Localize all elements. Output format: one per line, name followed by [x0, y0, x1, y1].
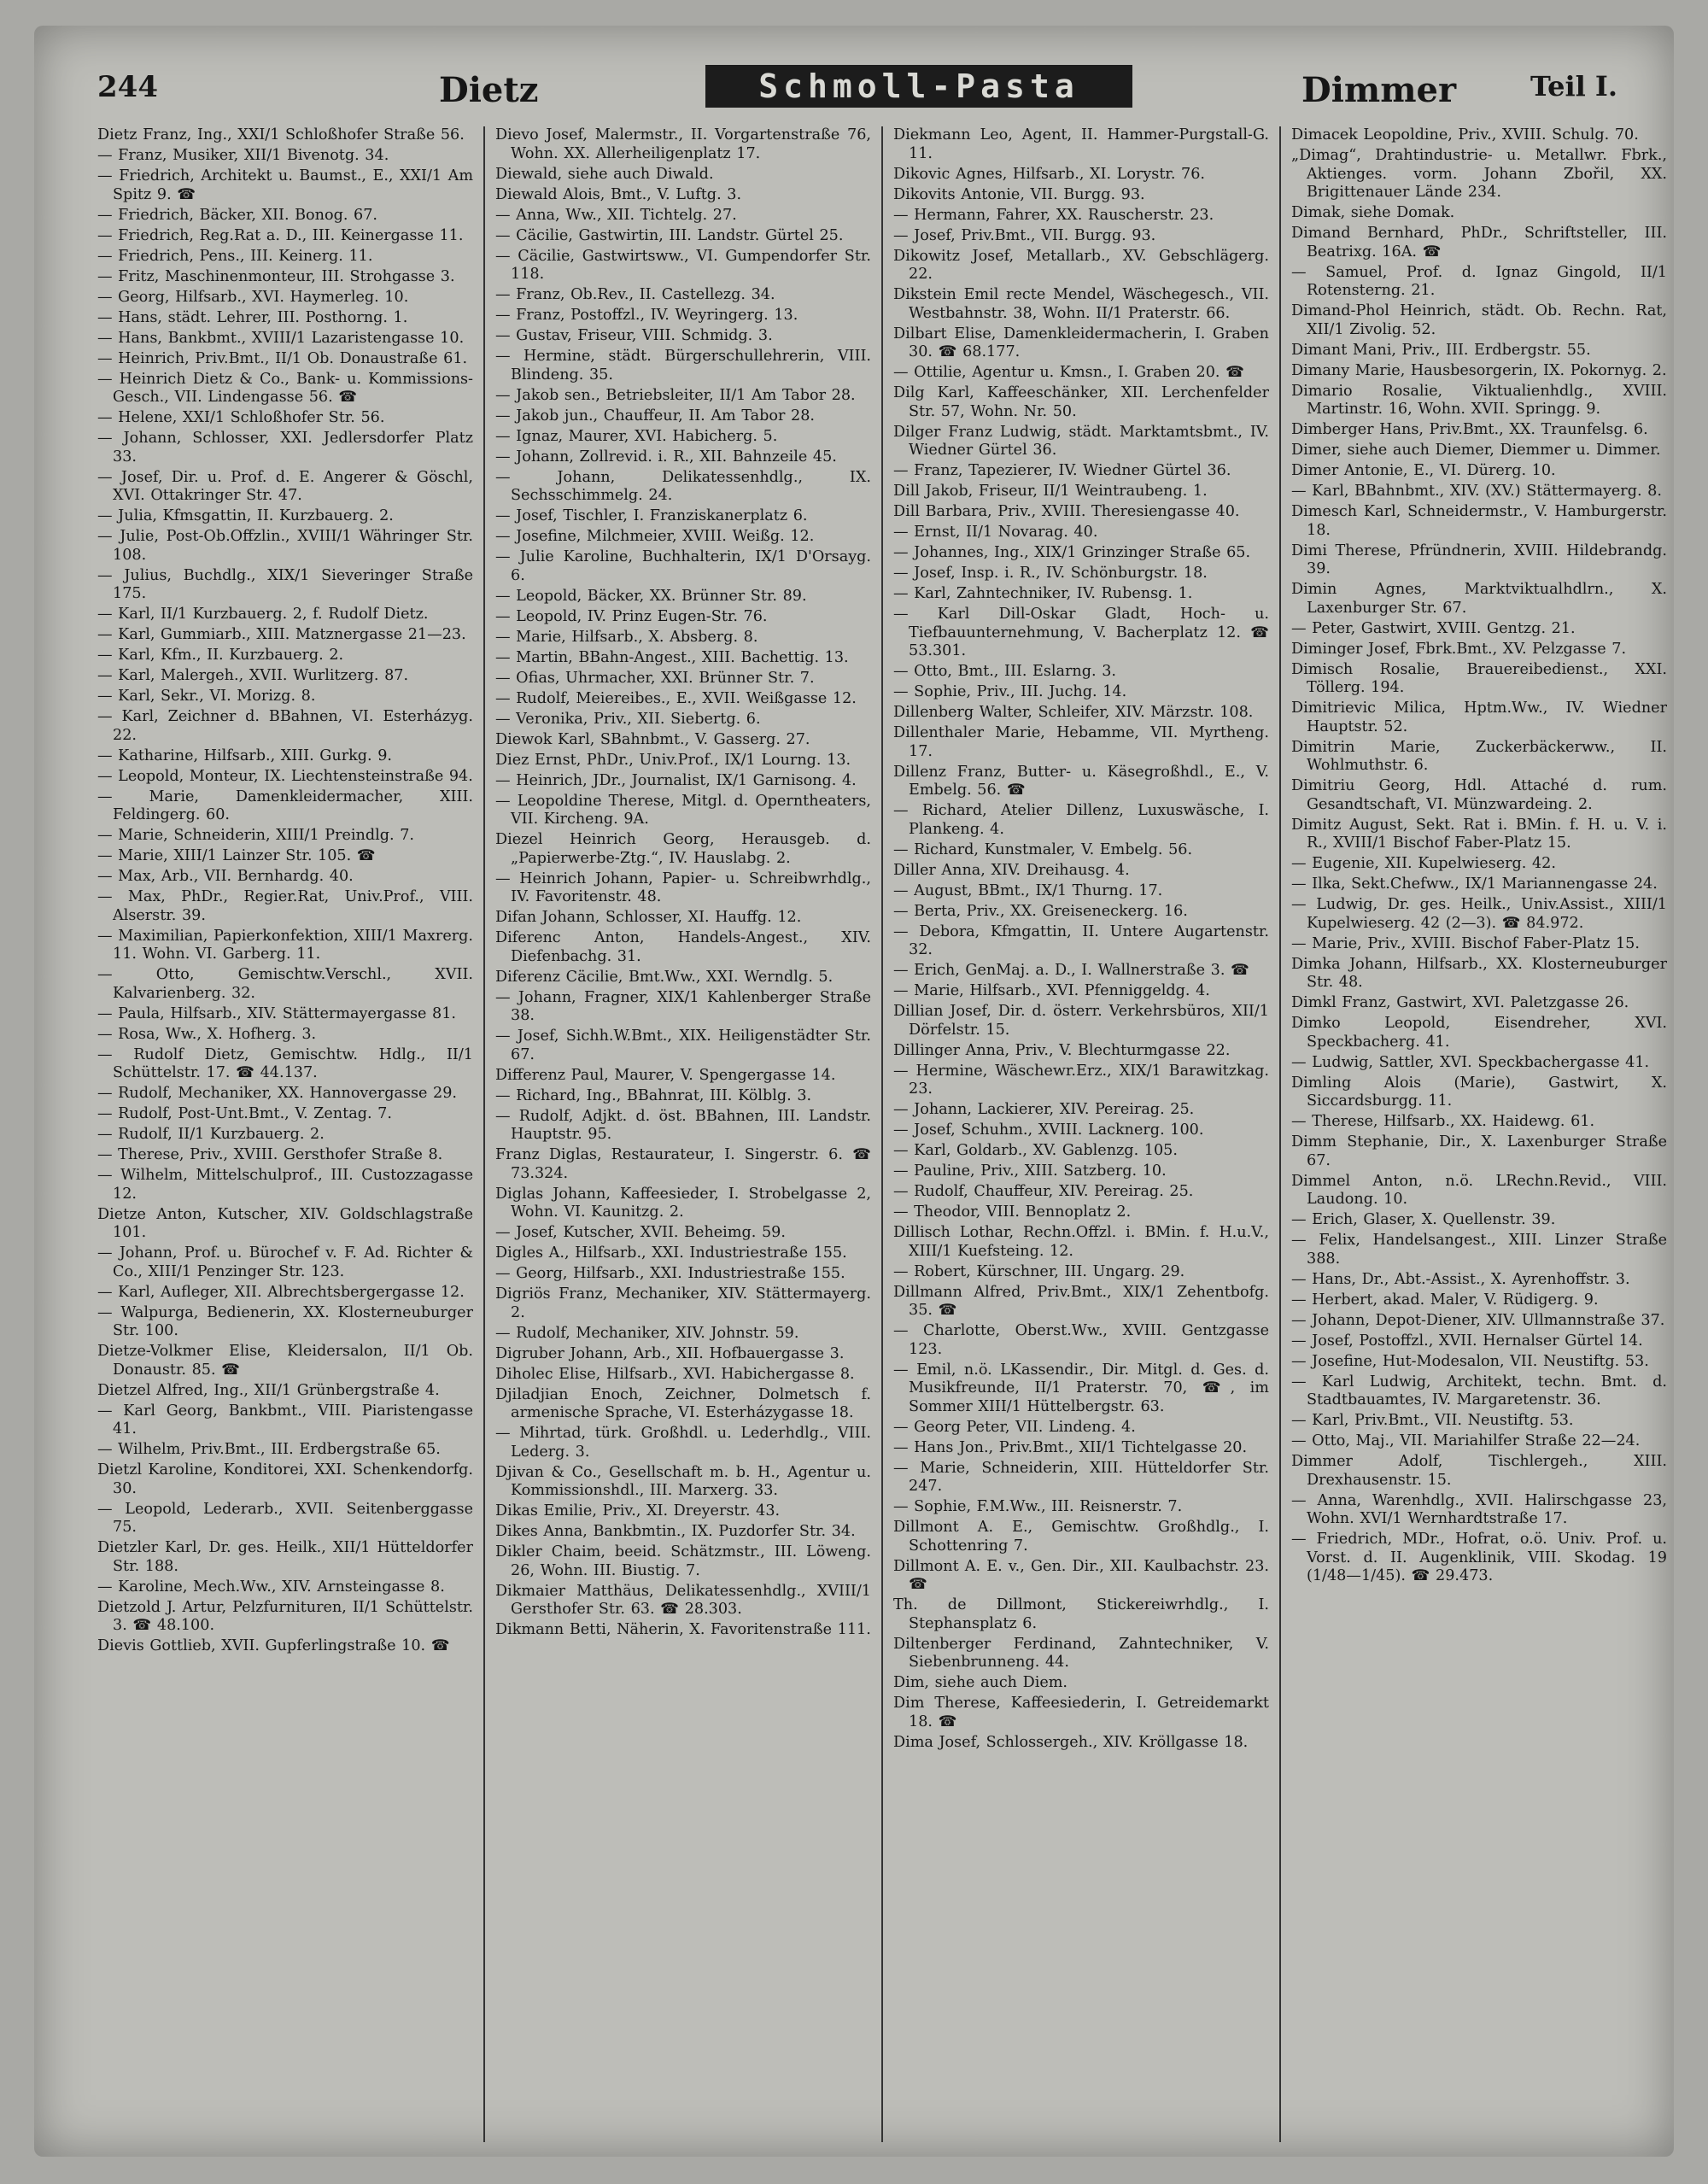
directory-entry: — Ignaz, Maurer, XVI. Habicherg. 5.	[495, 427, 778, 445]
directory-entry: Dimling Alois (Marie), Gastwirt, X. Siccardsburgg. 11.	[1291, 1074, 1667, 1110]
directory-columns	[97, 126, 1667, 2142]
directory-entry: Digriös Franz, Mechaniker, XIV. Stättermayerg. 2.	[495, 1285, 871, 1321]
directory-entry: — Hermine, städt. Bürgerschullehrerin, VIII. Blindeng. 35.	[495, 348, 871, 384]
directory-entry: — Rudolf, Meiereibes., E., XVII. Weißgasse 12.	[495, 689, 857, 707]
directory-entry: — Berta, Priv., XX. Greiseneckerg. 16.	[893, 902, 1188, 920]
directory-entry: — Julius, Buchdlg., XIX/1 Sieveringer Straße 175.	[97, 566, 473, 602]
column-1	[97, 126, 473, 2142]
directory-entry: — Johannes, Ing., XIX/1 Grinzinger Straße 65.	[893, 544, 1251, 561]
directory-entry: — Leopold, Bäcker, XX. Brünner Str. 89.	[495, 587, 807, 605]
directory-entry: — Charlotte, Oberst.Ww., XVIII. Gentzgasse 123.	[893, 1322, 1269, 1358]
directory-entry: — Rudolf Dietz, Gemischtw. Hdlg., II/1 Schüttelstr. 17. ☎ 44.137.	[97, 1045, 473, 1081]
directory-entry: — Leopold, Lederarb., XVII. Seitenberggasse 75.	[97, 1500, 473, 1536]
directory-entry: — Martin, BBahn-Angest., XIII. Bachettig. 13.	[495, 648, 849, 666]
directory-entry: — Hermine, Wäschewr.Erz., XIX/1 Barawitzkag. 23.	[893, 1062, 1269, 1098]
directory-entry: — Veronika, Priv., XII. Siebertg. 6.	[495, 710, 761, 728]
directory-entry: Dimitriu Georg, Hdl. Attaché d. rum. Gesandtschaft, VI. Münzwardeing. 2.	[1291, 777, 1667, 813]
directory-entry: Dimisch Rosalie, Brauereibedienst., XXI. Töllerg. 194.	[1291, 660, 1667, 696]
directory-entry: Dikmann Betti, Näherin, X. Favoritenstraße 111.	[495, 1621, 871, 1638]
directory-entry: Dietzl Karoline, Konditorei, XXI. Schenkendorfg. 30.	[97, 1461, 473, 1497]
directory-entry: — Karl, II/1 Kurzbauerg. 2, f. Rudolf Dietz.	[97, 606, 429, 623]
directory-entry: Th. de Dillmont, Stickereiwrhdlg., I. Stephansplatz 6.	[893, 1596, 1269, 1632]
directory-entry: Dillian Josef, Dir. d. österr. Verkehrsbüros, XII/1 Dörfelstr. 15.	[893, 1003, 1269, 1039]
directory-entry: — Josef, Sichh.W.Bmt., XIX. Heiligenstädter Str. 67.	[495, 1028, 871, 1063]
directory-entry: — Friedrich, MDr., Hofrat, o.ö. Univ. Prof. u. Vorst. d. II. Augenklinik, VIII. Skodag. 19 (1/48—1/45). ☎ 29.473.	[1291, 1531, 1667, 1584]
directory-entry: — Heinrich Johann, Papier- u. Schreibwrhdlg., IV. Favoritenstr. 48.	[495, 870, 871, 905]
directory-entry: — Sophie, F.M.Ww., III. Reisnerstr. 7.	[893, 1498, 1183, 1515]
directory-entry: — Wilhelm, Priv.Bmt., III. Erdbergstraße 65.	[97, 1441, 441, 1458]
directory-entry: Diez Ernst, PhDr., Univ.Prof., IX/1 Lourng. 13.	[495, 751, 851, 769]
directory-entry: Dillinger Anna, Priv., V. Blechturmgasse 22.	[893, 1041, 1231, 1059]
directory-entry: Dimand Bernhard, PhDr., Schriftsteller, III. Beatrixg. 16A. ☎	[1291, 225, 1667, 261]
directory-entry: — Josef, Tischler, I. Franziskanerplatz 6.	[495, 507, 808, 524]
directory-entry: Dikstein Emil recte Mendel, Wäschegesch., VII. Westbahnstr. 38, Wohn. II/1 Praterstr. 66.	[893, 286, 1269, 322]
directory-entry: Dillenz Franz, Butter- u. Käsegroßhdl., E., V. Embelg. 56. ☎	[893, 763, 1269, 799]
directory-entry: — Josef, Insp. i. R., IV. Schönburgstr. 18.	[893, 565, 1208, 582]
directory-entry: — Georg, Hilfsarb., XVI. Haymerleg. 10.	[97, 288, 409, 306]
directory-entry: Diglas Johann, Kaffeesieder, I. Strobelgasse 2, Wohn. VI. Kaunitzg. 2.	[495, 1185, 871, 1221]
directory-entry: — Anna, Warenhdlg., XVII. Halirschgasse 23, Wohn. XVI/1 Wernhardtstraße 17.	[1291, 1491, 1667, 1527]
directory-entry: — Maximilian, Papierkonfektion, XIII/1 Maxrerg. 11. Wohn. VI. Garberg. 11.	[97, 927, 473, 963]
directory-entry: — Josef, Dir. u. Prof. d. E. Angerer & Göschl, XVI. Ottakringer Str. 47.	[97, 468, 473, 504]
directory-entry: — Debora, Kfmgattin, II. Untere Augartenstr. 32.	[893, 922, 1269, 958]
directory-entry: Dillmann Alfred, Priv.Bmt., XIX/1 Zehentbofg. 35. ☎	[893, 1283, 1269, 1319]
directory-entry: Dietze-Volkmer Elise, Kleidersalon, II/1 Ob. Donaustr. 85. ☎	[97, 1343, 473, 1379]
directory-entry: — August, BBmt., IX/1 Thurng. 17.	[893, 881, 1163, 899]
directory-entry: — Cäcilie, Gastwirtin, III. Landstr. Gürtel 25.	[495, 226, 844, 244]
directory-entry: — Marie, Schneiderin, XIII. Hütteldorfer Str. 247.	[893, 1459, 1269, 1495]
directory-entry: Diholec Elise, Hilfsarb., XVI. Habichergasse 8.	[495, 1365, 855, 1383]
directory-entry: — Josefine, Hut-Modesalon, VII. Neustiftg. 53.	[1291, 1352, 1649, 1370]
directory-entry: — Eugenie, XII. Kupelwieserg. 42.	[1291, 855, 1556, 872]
directory-entry: Dikes Anna, Bankbmtin., IX. Puzdorfer Str. 34.	[495, 1523, 856, 1540]
part-label: Teil I.	[1530, 70, 1617, 102]
directory-entry: Dietze Anton, Kutscher, XIV. Goldschlagstraße 101.	[97, 1205, 473, 1241]
directory-entry: Diferenc Anton, Handels-Angest., XIV. Diefenbachg. 31.	[495, 929, 871, 965]
directory-entry: — Hans Jon., Priv.Bmt., XII/1 Tichtelgasse 20.	[893, 1438, 1248, 1456]
advertisement-banner: Schmoll-Pasta	[705, 65, 1132, 108]
directory-entry: Dill Barbara, Priv., XVIII. Theresiengasse 40.	[893, 503, 1240, 520]
directory-entry: — Paula, Hilfsarb., XIV. Stättermayergasse 81.	[97, 1004, 457, 1022]
directory-entry: — Karl Georg, Bankbmt., VIII. Piaristengasse 41.	[97, 1402, 473, 1437]
directory-entry: Dimak, siehe Domak.	[1291, 204, 1455, 221]
directory-entry: Dimitrin Marie, Zuckerbäckerww., II. Wohlmuthstr. 6.	[1291, 738, 1667, 774]
directory-entry: Diezel Heinrich Georg, Herausgeb. d. „Papierwerbe-Ztg.“, IV. Hauslabg. 2.	[495, 831, 871, 867]
directory-entry: Dikowitz Josef, Metallarb., XV. Gebschlägerg. 22.	[893, 247, 1269, 283]
directory-entry: Dimany Marie, Hausbesorgerin, IX. Pokornyg. 2.	[1291, 361, 1667, 379]
column-divider	[483, 126, 485, 2142]
directory-entry: — Mihrtad, türk. Großhdl. u. Lederhdlg., VIII. Lederg. 3.	[495, 1425, 871, 1461]
directory-entry: — Marie, Hilfsarb., XVI. Pfenniggeldg. 4.	[893, 982, 1210, 999]
directory-entry: — Hans, Bankbmt., XVIII/1 Lazaristengasse 10.	[97, 329, 465, 347]
page-header	[97, 60, 1617, 120]
directory-entry: — Heinrich Dietz & Co., Bank- u. Kommissions-Gesch., VII. Lindengasse 56. ☎	[97, 370, 473, 406]
directory-entry: Dillenberg Walter, Schleifer, XIV. Märzstr. 108.	[893, 704, 1254, 721]
directory-entry: Dietz Franz, Ing., XXI/1 Schloßhofer Straße 56.	[97, 126, 465, 143]
directory-entry: — Franz, Ob.Rev., II. Castellezg. 34.	[495, 286, 775, 303]
directory-entry: Diminger Josef, Fbrk.Bmt., XV. Pelzgasse 7.	[1291, 640, 1627, 658]
directory-entry: Dillisch Lothar, Rechn.Offzl. i. BMin. f. H.u.V., XIII/1 Kuefsteing. 12.	[893, 1224, 1269, 1260]
directory-entry: — Josef, Postoffzl., XVII. Hernalser Gürtel 14.	[1291, 1332, 1643, 1350]
directory-entry: — Karoline, Mech.Ww., XIV. Arnsteingasse 8.	[97, 1578, 445, 1596]
directory-entry: Dimi Therese, Pfründnerin, XVIII. Hildebrandg. 39.	[1291, 542, 1667, 577]
directory-entry: — Hans, Dr., Abt.-Assist., X. Ayrenhoffstr. 3.	[1291, 1270, 1630, 1288]
directory-entry: — Johann, Fragner, XIX/1 Kahlenberger Straße 38.	[495, 988, 871, 1024]
directory-entry: Dim, siehe auch Diem.	[893, 1674, 1068, 1691]
directory-entry: — Johann, Depot-Diener, XIV. Ullmannstraße 37.	[1291, 1311, 1665, 1329]
directory-entry: — Hermann, Fahrer, XX. Rauscherstr. 23.	[893, 206, 1214, 224]
directory-entry: — Walpurga, Bedienerin, XX. Klosterneuburger Str. 100.	[97, 1303, 473, 1339]
directory-entry: Diewald, siehe auch Diwald.	[495, 165, 714, 183]
directory-entry: Dima Josef, Schlossergeh., XIV. Kröllgasse 18.	[893, 1733, 1249, 1751]
column-2	[495, 126, 871, 2142]
directory-entry: „Dimag“, Drahtindustrie- u. Metallwr. Fbrk., Aktienges. vorm. Johann Zbořil, XX. Brigittenauer Lände 234.	[1291, 147, 1667, 201]
directory-entry: — Rudolf, Chauffeur, XIV. Pereirag. 25.	[893, 1183, 1194, 1200]
directory-entry: — Emil, n.ö. LKassendir., Dir. Mitgl. d. Ges. d. Musikfreunde, II/1 Praterstr. 70, ☎, im Sommer XIII/1 Hüttelbergstr. 63.	[893, 1361, 1269, 1415]
directory-entry: Dievo Josef, Malermstr., II. Vorgartenstraße 76, Wohn. XX. Allerheiligenplatz 17.	[495, 126, 871, 162]
column-3	[893, 126, 1269, 2142]
directory-entry: — Richard, Atelier Dillenz, Luxuswäsche, I. Plankeng. 4.	[893, 802, 1269, 838]
directory-entry: Dimkl Franz, Gastwirt, XVI. Paletzgasse 26.	[1291, 994, 1629, 1011]
directory-entry: — Leopoldine Therese, Mitgl. d. Operntheaters, VII. Kircheng. 9A.	[495, 792, 871, 828]
directory-entry: — Erich, GenMaj. a. D., I. Wallnerstraße 3. ☎	[893, 962, 1249, 979]
directory-entry: — Johann, Zollrevid. i. R., XII. Bahnzeile 45.	[495, 448, 837, 465]
directory-entry: Dietzler Karl, Dr. ges. Heilk., XII/1 Hütteldorfer Str. 188.	[97, 1539, 473, 1575]
directory-entry: — Theodor, VIII. Bennoplatz 2.	[893, 1203, 1132, 1221]
directory-entry: — Marie, XIII/1 Lainzer Str. 105. ☎	[97, 847, 376, 864]
directory-entry: — Samuel, Prof. d. Ignaz Gingold, II/1 Rotensterng. 21.	[1291, 263, 1667, 299]
directory-entry: — Wilhelm, Mittelschulprof., III. Custozzagasse 12.	[97, 1167, 473, 1203]
page-number: 244	[97, 70, 158, 104]
directory-entry: — Felix, Handelsangest., XIII. Linzer Straße 388.	[1291, 1232, 1667, 1268]
directory-entry: — Johann, Schlosser, XXI. Jedlersdorfer Platz 33.	[97, 430, 473, 465]
left-catchword: Dietz	[439, 70, 539, 110]
directory-entry: — Therese, Hilfsarb., XX. Haidewg. 61.	[1291, 1113, 1595, 1130]
directory-entry: — Karl, Goldarb., XV. Gablenzg. 105.	[893, 1142, 1178, 1159]
directory-entry: — Heinrich, Priv.Bmt., II/1 Ob. Donaustraße 61.	[97, 349, 468, 367]
directory-entry: — Heinrich, JDr., Journalist, IX/1 Garnisong. 4.	[495, 771, 857, 789]
directory-entry: — Johann, Delikatessenhdlg., IX. Sechsschimmelg. 24.	[495, 468, 871, 504]
directory-entry: — Sophie, Priv., III. Juchg. 14.	[893, 683, 1127, 700]
directory-entry: — Karl, Priv.Bmt., VII. Neustiftg. 53.	[1291, 1412, 1574, 1429]
directory-entry: — Max, PhDr., Regier.Rat, Univ.Prof., VIII. Alserstr. 39.	[97, 888, 473, 924]
directory-entry: — Friedrich, Reg.Rat a. D., III. Keinergasse 11.	[97, 226, 464, 244]
directory-entry: Dim Therese, Kaffeesiederin, I. Getreidemarkt 18. ☎	[893, 1695, 1269, 1730]
directory-entry: — Marie, Hilfsarb., X. Absberg. 8.	[495, 628, 758, 646]
directory-entry: — Otto, Maj., VII. Mariahilfer Straße 22—24.	[1291, 1432, 1641, 1449]
directory-entry: — Ludwig, Sattler, XVI. Speckbachergasse 41.	[1291, 1053, 1650, 1071]
directory-entry: Dimka Johann, Hilfsarb., XX. Klosterneuburger Str. 48.	[1291, 955, 1667, 991]
directory-entry: Diferenz Cäcilie, Bmt.Ww., XXI. Werndlg. 5.	[495, 968, 834, 986]
directory-entry: — Richard, Kunstmaler, V. Embelg. 56.	[893, 840, 1193, 858]
directory-entry: — Friedrich, Pens., III. Keinerg. 11.	[97, 247, 373, 265]
directory-entry: Dimesch Karl, Schneidermstr., V. Hamburgerstr. 18.	[1291, 503, 1667, 539]
directory-entry: Differenz Paul, Maurer, V. Spengergasse 14.	[495, 1066, 836, 1084]
directory-entry: Dikas Emilie, Priv., XI. Dreyerstr. 43.	[495, 1502, 781, 1519]
directory-entry: Dikmaier Matthäus, Delikatessenhdlg., XVIII/1 Gersthofer Str. 63. ☎ 28.303.	[495, 1582, 871, 1618]
directory-page	[34, 26, 1674, 2157]
directory-entry: — Max, Arb., VII. Bernhardg. 40.	[97, 868, 354, 885]
directory-entry: — Rudolf, Mechaniker, XIV. Johnstr. 59.	[495, 1324, 799, 1342]
directory-entry: — Helene, XXI/1 Schloßhofer Str. 56.	[97, 409, 385, 426]
directory-entry: Dimario Rosalie, Viktualienhdlg., XVIII. Martinstr. 16, Wohn. XVII. Springg. 9.	[1291, 382, 1667, 418]
directory-entry: Djiladjian Enoch, Zeichner, Dolmetsch f. armenische Sprache, VI. Esterházygasse 18.	[495, 1385, 871, 1421]
directory-entry: — Josef, Priv.Bmt., VII. Burgg. 93.	[893, 226, 1156, 244]
directory-entry: — Ilka, Sekt.Chefww., IX/1 Mariannengasse 24.	[1291, 875, 1658, 893]
right-catchword: Dimmer	[1301, 70, 1457, 110]
directory-entry: Dilger Franz Ludwig, städt. Marktamtsbmt., IV. Wiedner Gürtel 36.	[893, 423, 1269, 459]
directory-entry: Dillmont A. E. v., Gen. Dir., XII. Kaulbachstr. 23. ☎	[893, 1557, 1269, 1593]
column-4	[1291, 126, 1667, 2142]
directory-entry: — Ernst, II/1 Novarag. 40.	[893, 524, 1098, 541]
directory-entry: — Leopold, Monteur, IX. Liechtensteinstraße 94.	[97, 767, 473, 785]
directory-entry: — Ludwig, Dr. ges. Heilk., Univ.Assist., XIII/1 Kupelwieserg. 42 (2—3). ☎ 84.972.	[1291, 896, 1667, 932]
directory-entry: — Georg Peter, VII. Lindeng. 4.	[893, 1418, 1136, 1436]
directory-entry: Dimitrievic Milica, Hptm.Ww., IV. Wiedner Hauptstr. 52.	[1291, 700, 1667, 735]
directory-entry: Dimberger Hans, Priv.Bmt., XX. Traunfelsg. 6.	[1291, 421, 1648, 438]
directory-entry: — Therese, Priv., XVIII. Gersthofer Straße 8.	[97, 1146, 443, 1163]
directory-entry: — Karl, Zeichner d. BBahnen, VI. Esterházyg. 22.	[97, 708, 473, 744]
directory-entry: Diller Anna, XIV. Dreihausg. 4.	[893, 861, 1130, 879]
directory-entry: Dikovic Agnes, Hilfsarb., XI. Lorystr. 76.	[893, 165, 1206, 183]
directory-entry: — Julie Karoline, Buchhalterin, IX/1 D'Orsayg. 6.	[495, 548, 871, 584]
directory-entry: — Johann, Prof. u. Bürochef v. F. Ad. Richter & Co., XIII/1 Penzinger Str. 123.	[97, 1244, 473, 1280]
directory-entry: Dillenthaler Marie, Hebamme, VII. Myrtheng. 17.	[893, 724, 1269, 760]
directory-entry: — Karl, Gummiarb., XIII. Matznergasse 21—23.	[97, 626, 466, 643]
directory-entry: — Rudolf, Post-Unt.Bmt., V. Zentag. 7.	[97, 1105, 392, 1122]
directory-entry: Difan Johann, Schlosser, XI. Hauffg. 12.	[495, 909, 802, 926]
directory-entry: — Ofias, Uhrmacher, XXI. Brünner Str. 7.	[495, 669, 815, 687]
directory-entry: — Marie, Priv., XVIII. Bischof Faber-Platz 15.	[1291, 934, 1640, 952]
directory-entry: — Friedrich, Architekt u. Baumst., E., XXI/1 Am Spitz 9. ☎	[97, 167, 473, 203]
directory-entry: — Marie, Schneiderin, XIII/1 Preindlg. 7.	[97, 827, 414, 844]
directory-entry: Djivan & Co., Gesellschaft m. b. H., Agentur u. Kommissionshdl., III. Marxerg. 33.	[495, 1463, 871, 1499]
directory-entry: — Gustav, Friseur, VIII. Schmidg. 3.	[495, 327, 773, 344]
directory-entry: — Jakob sen., Betriebsleiter, II/1 Am Tabor 28.	[495, 386, 856, 404]
directory-entry: — Franz, Tapezierer, IV. Wiedner Gürtel 36.	[893, 462, 1231, 479]
directory-entry: — Peter, Gastwirt, XVIII. Gentzg. 21.	[1291, 619, 1576, 637]
column-divider	[881, 126, 883, 2142]
directory-entry: — Katharine, Hilfsarb., XIII. Gurkg. 9.	[97, 747, 393, 764]
column-divider	[1279, 126, 1281, 2142]
directory-entry: — Rudolf, Adjkt. d. öst. BBahnen, III. Landstr. Hauptstr. 95.	[495, 1107, 871, 1143]
directory-entry: — Marie, Damenkleidermacher, XIII. Feldingerg. 60.	[97, 788, 473, 823]
directory-entry: — Karl, Sekr., VI. Morizg. 8.	[97, 688, 316, 705]
directory-entry: — Hans, städt. Lehrer, III. Posthorng. 1.	[97, 308, 408, 326]
directory-entry: Dilbart Elise, Damenkleidermacherin, I. Graben 30. ☎ 68.177.	[893, 325, 1269, 360]
directory-entry: Franz Diglas, Restaurateur, I. Singerstr. 6. ☎ 73.324.	[495, 1146, 871, 1182]
directory-entry: Diekmann Leo, Agent, II. Hammer-Purgstall-G. 11.	[893, 126, 1269, 162]
directory-entry: — Otto, Bmt., III. Eslarng. 3.	[893, 663, 1116, 680]
directory-entry: — Karl, Aufleger, XII. Albrechtsbergergasse 12.	[97, 1283, 465, 1301]
directory-entry: — Josef, Schuhm., XVIII. Lacknerg. 100.	[893, 1121, 1204, 1139]
directory-entry: Dietzold J. Artur, Pelzfurnituren, II/1 Schüttelstr. 3. ☎ 48.100.	[97, 1598, 473, 1634]
directory-entry: — Robert, Kürschner, III. Ungarg. 29.	[893, 1262, 1185, 1280]
directory-entry: Dillmont A. E., Gemischtw. Großhdlg., I. Schottenring 7.	[893, 1519, 1269, 1555]
directory-entry: Dietzel Alfred, Ing., XII/1 Grünbergstraße 4.	[97, 1381, 440, 1399]
directory-entry: — Leopold, IV. Prinz Eugen-Str. 76.	[495, 607, 768, 625]
directory-entry: Dilg Karl, Kaffeeschänker, XII. Lerchenfelder Str. 57, Wohn. Nr. 50.	[893, 384, 1269, 420]
directory-entry: Digles A., Hilfsarb., XXI. Industriestraße 155.	[495, 1244, 847, 1262]
directory-entry: — Rosa, Ww., X. Hofherg. 3.	[97, 1025, 317, 1043]
directory-entry: — Otto, Gemischtw.Verschl., XVII. Kalvarienberg. 32.	[97, 966, 473, 1002]
directory-entry: Dikler Chaim, beeid. Schätzmstr., III. Löweng. 26, Wohn. III. Biustig. 7.	[495, 1543, 871, 1579]
directory-entry: — Jakob jun., Chauffeur, II. Am Tabor 28.	[495, 407, 816, 425]
directory-entry: — Julia, Kfmsgattin, II. Kurzbauerg. 2.	[97, 507, 394, 524]
directory-entry: — Pauline, Priv., XIII. Satzberg. 10.	[893, 1162, 1167, 1180]
directory-entry: — Fritz, Maschinenmonteur, III. Strohgasse 3.	[97, 267, 455, 285]
directory-entry: Dimitz August, Sekt. Rat i. BMin. f. H. u. V. i. R., XVIII/1 Bischof Faber-Platz 15.	[1291, 816, 1667, 852]
directory-entry: Dimm Stephanie, Dir., X. Laxenburger Straße 67.	[1291, 1133, 1667, 1169]
directory-entry: — Karl, Zahntechniker, IV. Rubensg. 1.	[893, 585, 1193, 602]
directory-entry: — Richard, Ing., BBahnrat, III. Kölblg. 3.	[495, 1086, 812, 1104]
directory-entry: — Cäcilie, Gastwirtsww., VI. Gumpendorfer Str. 118.	[495, 247, 871, 283]
directory-entry: Dimer Antonie, E., VI. Dürerg. 10.	[1291, 462, 1556, 479]
directory-entry: Dimmel Anton, n.ö. LRechn.Revid., VIII. Laudong. 10.	[1291, 1172, 1667, 1208]
directory-entry: — Karl Ludwig, Architekt, techn. Bmt. d. Stadtbauamtes, IV. Margaretenstr. 36.	[1291, 1373, 1667, 1408]
directory-entry: Dill Jakob, Friseur, II/1 Weintraubeng. 1.	[893, 483, 1208, 500]
directory-entry: — Josefine, Milchmeier, XVIII. Weißg. 12.	[495, 528, 815, 545]
directory-entry: — Herbert, akad. Maler, V. Rüdigerg. 9.	[1291, 1291, 1599, 1309]
directory-entry: Dimand-Phol Heinrich, städt. Ob. Rechn. Rat, XII/1 Zivolig. 52.	[1291, 302, 1667, 338]
directory-entry: Digruber Johann, Arb., XII. Hofbauergasse 3.	[495, 1344, 845, 1362]
directory-entry: — Karl, Kfm., II. Kurzbauerg. 2.	[97, 647, 344, 664]
directory-entry: — Ottilie, Agentur u. Kmsn., I. Graben 20. ☎	[893, 364, 1244, 381]
directory-entry: Dimin Agnes, Marktviktualhdlrn., X. Laxenburger Str. 67.	[1291, 581, 1667, 617]
directory-entry: — Franz, Postoffzl., IV. Weyringerg. 13.	[495, 307, 798, 324]
directory-entry: Dimacek Leopoldine, Priv., XVIII. Schulg. 70.	[1291, 126, 1639, 143]
directory-entry: Diltenberger Ferdinand, Zahntechniker, V. Siebenbrunneng. 44.	[893, 1635, 1269, 1671]
directory-entry: — Rudolf, II/1 Kurzbauerg. 2.	[97, 1126, 325, 1143]
directory-entry: — Friedrich, Bäcker, XII. Bonog. 67.	[97, 206, 378, 224]
directory-entry: — Josef, Kutscher, XVII. Beheimg. 59.	[495, 1224, 786, 1241]
directory-entry: Dimant Mani, Priv., III. Erdbergstr. 55.	[1291, 341, 1591, 359]
directory-entry: Dievis Gottlieb, XVII. Gupferlingstraße 10. ☎	[97, 1637, 450, 1654]
directory-entry: — Karl Dill-Oskar Gladt, Hoch- u. Tiefbauunternehmung, V. Bacherplatz 12. ☎ 53.301.	[893, 606, 1269, 659]
directory-entry: — Karl, BBahnbmt., XIV. (XV.) Stättermayerg. 8.	[1291, 483, 1662, 500]
directory-entry: Dimmer Adolf, Tischlergeh., XIII. Drexhausenstr. 15.	[1291, 1453, 1667, 1489]
directory-entry: Dikovits Antonie, VII. Burgg. 93.	[893, 185, 1145, 203]
directory-entry: — Franz, Musiker, XII/1 Bivenotg. 34.	[97, 147, 389, 164]
directory-entry: — Karl, Malergeh., XVII. Wurlitzerg. 87.	[97, 667, 409, 684]
directory-entry: — Anna, Ww., XII. Tichtelg. 27.	[495, 206, 737, 224]
directory-entry: Dimer, siehe auch Diemer, Diemmer u. Dimmer.	[1291, 442, 1661, 459]
directory-entry: — Georg, Hilfsarb., XXI. Industriestraße 155.	[495, 1265, 845, 1282]
directory-entry: Diewok Karl, SBahnbmt., V. Gasserg. 27.	[495, 730, 810, 748]
directory-entry: — Johann, Lackierer, XIV. Pereirag. 25.	[893, 1101, 1195, 1118]
directory-entry: Dimko Leopold, Eisendreher, XVI. Speckbacherg. 41.	[1291, 1015, 1667, 1051]
directory-entry: Diewald Alois, Bmt., V. Luftg. 3.	[495, 185, 742, 203]
directory-entry: — Julie, Post-Ob.Offzlin., XVIII/1 Währinger Str. 108.	[97, 528, 473, 564]
directory-entry: — Rudolf, Mechaniker, XX. Hannovergasse 29.	[97, 1085, 457, 1102]
directory-entry: — Erich, Glaser, X. Quellenstr. 39.	[1291, 1211, 1556, 1228]
